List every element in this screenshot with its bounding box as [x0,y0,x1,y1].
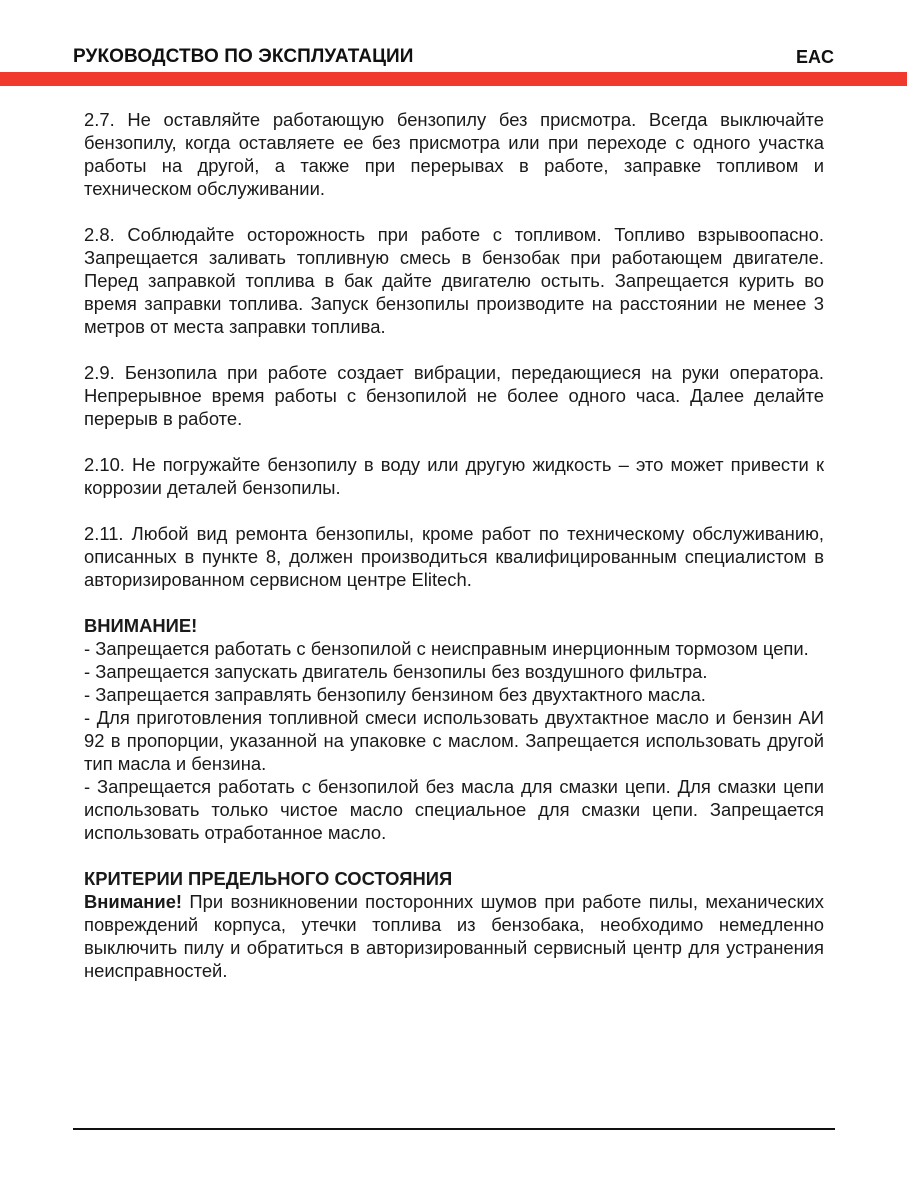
page-content [84,108,824,982]
footer-divider [73,1128,835,1130]
criteria-lead: Внимание! [84,891,183,912]
warning-heading: ВНИМАНИЕ! [84,615,198,636]
paragraph-2-8: 2.8. Соблюдайте осторожность при работе с топливом. Топливо взрывоопасно. Запрещается заливать топливную смесь в бензобак при работающем двигателе. Перед заправкой топлива в бак дайте двигателю остыть. Запрещается курить во время заправки топлива. Запуск бензопилы производите на расстоянии не менее 3 метров от места заправки топлива. [84,224,824,337]
paragraph-2-11: 2.11. Любой вид ремонта бензопилы, кроме работ по техническому обслуживанию, описанных в пункте 8, должен производиться квалифицированным специалистом в авторизированном сервисном центре Elitech. [84,523,824,590]
criteria-body: При возникновении посторонних шумов при работе пилы, механических повреждений корпуса, утечки топлива из бензобака, необходимо немедленно выключить пилу и обратиться в авторизированный сервисный центр для устранения неисправностей. [84,891,824,981]
paragraph-2-7: 2.7. Не оставляйте работающую бензопилу без присмотра. Всегда выключайте бензопилу, когда оставляете ее без присмотра или при переходе с одного участка работы на другой, а также при перерывах в работе, заправке топливом и техническом обслуживании. [84,109,824,199]
warning-item: - Запрещается заправлять бензопилу бензином без двухтактного масла. [84,684,706,705]
document-title: РУКОВОДСТВО ПО ЭКСПЛУАТАЦИИ [73,46,414,67]
warning-item: - Запрещается работать с бензопилой без масла для смазки цепи. Для смазки цепи использовать только чистое масло специальное для смазки цепи. Запрещается использовать отработанное масло. [84,776,824,843]
warning-item: - Для приготовления топливной смеси использовать двухтактное масло и бензин АИ 92 в пропорции, указанной на упаковке с маслом. Запрещается использовать другой тип масла и бензина. [84,707,824,774]
criteria-heading: КРИТЕРИИ ПРЕДЕЛЬНОГО СОСТОЯНИЯ [84,868,453,889]
warning-item: - Запрещается запускать двигатель бензопилы без воздушного фильтра. [84,661,708,682]
page-header [0,0,907,86]
criteria-text [84,890,824,982]
warning-item: - Запрещается работать с бензопилой с неисправным инерционным тормозом цепи. [84,638,809,659]
paragraph-2-10: 2.10. Не погружайте бензопилу в воду или другую жидкость – это может привести к коррозии деталей бензопилы. [84,454,824,498]
criteria-section [84,867,824,982]
header-accent-bar [0,72,907,86]
paragraph-2-9: 2.9. Бензопила при работе создает вибрации, передающиеся на руки оператора. Непрерывное время работы с бензопилой не более одного часа. Далее делайте перерыв в работе. [84,362,824,429]
eac-mark: EAC [795,47,834,67]
warning-section [84,614,824,844]
